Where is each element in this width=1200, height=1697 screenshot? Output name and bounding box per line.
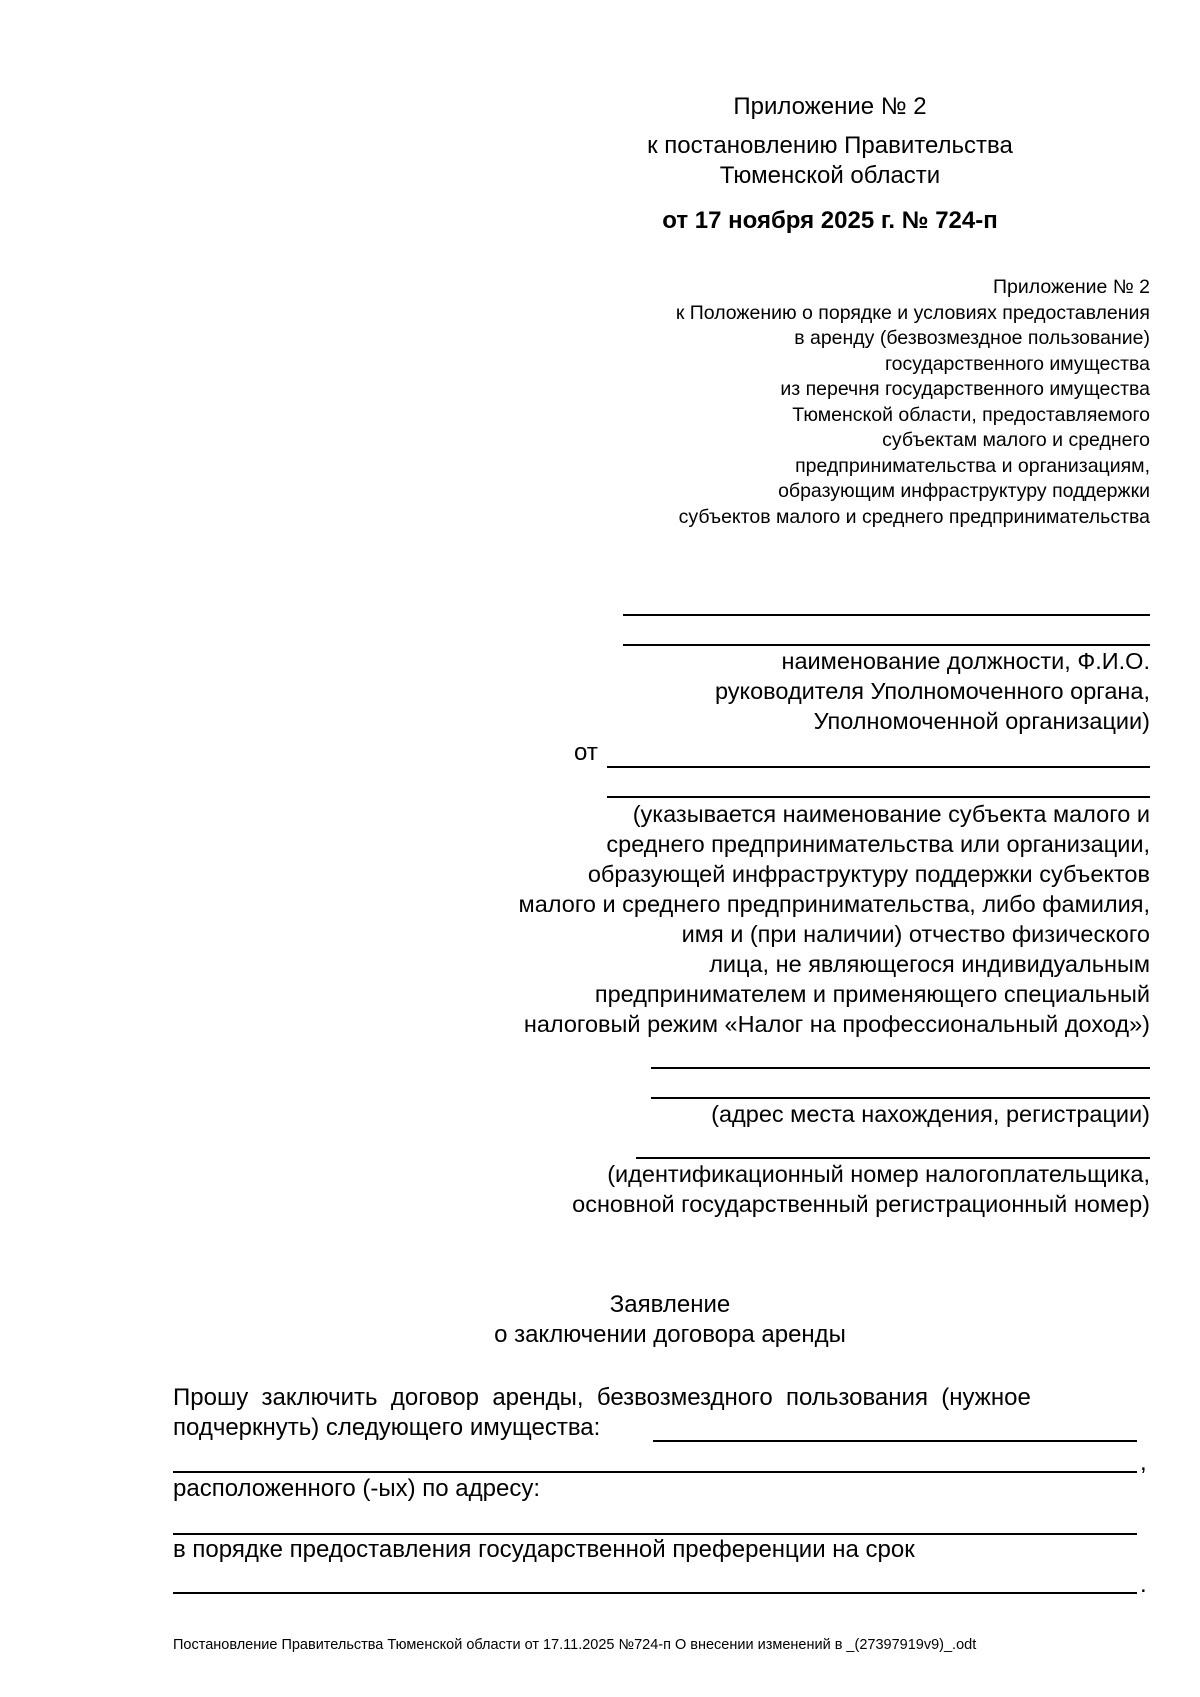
resolution-date-number: от 17 ноября 2025 г. № 724-п xyxy=(662,207,998,234)
term-line[interactable] xyxy=(173,1592,1137,1594)
request-paragraph-line: Прошу заключить договор аренды, безвозмездного пользования (нужное xyxy=(173,1384,1031,1411)
applicant-caption-line: налоговый режим «Налог на профессиональный доход») xyxy=(523,1011,1150,1037)
preference-label: в порядке предоставления государственной преференции на срок xyxy=(173,1536,915,1563)
request-paragraph-line: подчеркнуть) следующего имущества: xyxy=(173,1414,601,1441)
sub-header-line: в аренду (безвозмездное пользование) xyxy=(794,327,1150,349)
region-name: Тюменской области xyxy=(719,162,941,189)
statement-subtitle: о заключении договора аренды xyxy=(494,1321,846,1348)
ids-caption-line: основной государственный регистрационный номер) xyxy=(572,1191,1150,1217)
from-label: от xyxy=(574,739,598,766)
position-caption-line: руководителя Уполномоченного органа, xyxy=(715,678,1150,704)
sub-header-line: Приложение № 2 xyxy=(993,276,1150,298)
address-line[interactable] xyxy=(651,1067,1150,1069)
position-caption-line: Уполномоченной организации) xyxy=(813,708,1150,734)
applicant-caption-line: имя и (при наличии) отчество физического xyxy=(681,921,1150,947)
ids-caption-line: (идентификационный номер налогоплательщика, xyxy=(607,1161,1150,1187)
applicant-caption-line: образующей инфраструктуру поддержки субъектов xyxy=(587,861,1150,887)
period: . xyxy=(1140,1571,1147,1598)
sub-header-line: к Положению о порядке и условиях предоставления xyxy=(675,301,1150,324)
sub-header-line: субъектам малого и среднего xyxy=(882,429,1150,451)
comma: , xyxy=(1140,1449,1147,1476)
statement-title: Заявление xyxy=(609,1291,731,1318)
sub-header-line: предпринимательства и организациям, xyxy=(795,454,1150,477)
applicant-caption-line: малого и среднего предпринимательства, либо фамилия, xyxy=(518,891,1150,917)
applicant-caption-line: лица, не являющегося индивидуальным xyxy=(709,951,1150,977)
sub-header-line: государственного имущества xyxy=(884,352,1150,375)
document-footer: Постановление Правительства Тюменской области от 17.11.2025 №724-п О внесении изменений в _(27397919v9)_.odt xyxy=(173,1637,977,1653)
applicant-caption-line: среднего предпринимательства или организации, xyxy=(606,831,1150,857)
recipient-line[interactable] xyxy=(623,614,1150,616)
property-line[interactable] xyxy=(653,1440,1137,1442)
address-caption: (адрес места нахождения, регистрации) xyxy=(711,1101,1150,1127)
location-label: расположенного (-ых) по адресу: xyxy=(173,1475,540,1502)
appendix-number: Приложение № 2 xyxy=(733,93,927,120)
applicant-caption-line: предпринимателем и применяющего специальный xyxy=(594,981,1150,1007)
applicant-line[interactable] xyxy=(607,796,1150,798)
sub-header-line: образующим инфраструктуру поддержки xyxy=(778,480,1150,502)
applicant-line[interactable] xyxy=(607,766,1150,768)
sub-header-line: из перечня государственного имущества xyxy=(780,378,1150,400)
resolution-reference: к постановлению Правительства xyxy=(647,132,1013,159)
sub-header-line: субъектов малого и среднего предпринимательства xyxy=(678,505,1150,528)
property-line-continued[interactable] xyxy=(173,1471,1137,1473)
sub-header-line: Тюменской области, предоставляемого xyxy=(792,403,1150,426)
position-caption-line: наименование должности, Ф.И.О. xyxy=(781,648,1150,674)
applicant-caption-line: (указывается наименование субъекта малого и xyxy=(632,801,1150,827)
